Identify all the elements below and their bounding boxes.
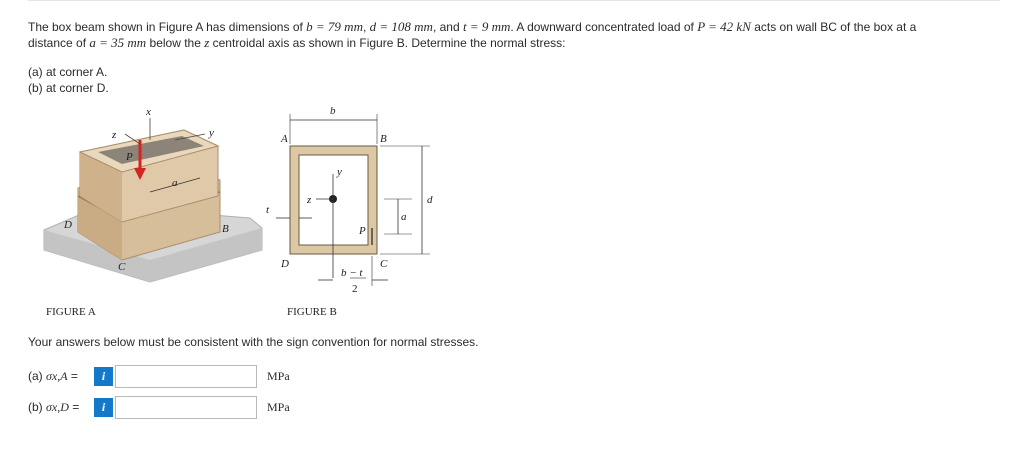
info-button-a[interactable]: i — [94, 367, 113, 386]
figure-b-drawing — [276, 114, 430, 286]
figure-b-label: FIGURE B — [287, 306, 337, 318]
problem-text: , and — [432, 20, 463, 34]
answer-a-part: (a) — [28, 368, 46, 383]
answer-b-part: (b) — [28, 399, 46, 414]
fig-a-label-d: D — [64, 219, 72, 231]
answer-a-label — [28, 369, 90, 384]
figures-area — [0, 100, 1024, 325]
fig-b-label-p: P — [359, 225, 366, 237]
part-b-text: (b) at corner D. — [28, 81, 109, 95]
problem-text: distance of — [28, 36, 90, 50]
p-value: P = 42 kN — [697, 19, 751, 34]
answer-b-symbol: σx,D — [46, 399, 69, 414]
fig-b-label-b: b — [330, 105, 336, 117]
fig-b-label-c-corner: C — [380, 258, 388, 270]
answer-b-equals: = — [68, 399, 80, 414]
answer-a-equals: = — [67, 368, 78, 383]
answer-b-label — [28, 400, 90, 415]
fig-b-label-b-corner: B — [380, 133, 387, 145]
info-button-b[interactable]: i — [94, 398, 113, 417]
fig-b-label-y: y — [337, 166, 342, 178]
answer-row-a — [28, 363, 290, 389]
answer-row-b — [28, 394, 290, 420]
fig-a-label-c: C — [118, 261, 126, 273]
fig-b-label-bt-den: 2 — [352, 283, 358, 295]
problem-text: centroidal axis as shown in Figure B. Determine the normal stress: — [209, 36, 566, 50]
figure-a-drawing — [44, 118, 262, 282]
t-value: t = 9 mm — [462, 19, 511, 34]
z-axis-symbol: z — [204, 35, 210, 50]
problem-text: acts on wall BC of the box at a — [750, 20, 917, 34]
fig-a-label-y: y — [209, 127, 214, 139]
problem-text: . A downward concentrated load of — [510, 20, 698, 34]
problem-text: The box beam shown in Figure A has dimensions of — [28, 20, 307, 34]
problem-parts — [28, 64, 109, 96]
answer-b-unit: MPa — [267, 399, 290, 414]
a-value: a = 35 mm — [89, 35, 147, 50]
d-value: d = 108 mm — [369, 19, 433, 34]
fig-b-label-t: t — [266, 204, 270, 216]
answer-a-input[interactable] — [115, 365, 257, 388]
fig-b-label-a-corner: A — [281, 133, 288, 145]
fig-a-label-p: P — [126, 151, 133, 163]
fig-a-label-a: a — [172, 177, 178, 189]
fig-b-label-bt-num: b − t — [341, 267, 363, 279]
fig-b-label-z: z — [307, 194, 312, 206]
b-value: b = 79 mm — [306, 19, 363, 34]
fig-a-label-b: B — [222, 223, 229, 235]
part-a-text: (a) at corner A. — [28, 65, 108, 79]
answer-a-symbol: σx,A — [46, 368, 68, 383]
answer-b-input[interactable] — [115, 396, 257, 419]
sign-convention-note: Your answers below must be consistent with the sign convention for normal stresses. — [28, 335, 479, 349]
fig-b-label-d: d — [427, 194, 433, 206]
fig-b-label-a: a — [401, 211, 407, 223]
figure-a-label: FIGURE A — [46, 306, 96, 318]
problem-text: , — [362, 20, 370, 34]
fig-a-label-z: z — [112, 129, 117, 141]
problem-statement — [28, 19, 1000, 51]
problem-text: below the — [146, 36, 205, 50]
fig-a-label-x: x — [146, 106, 151, 118]
top-divider — [28, 0, 1000, 1]
fig-b-label-d-corner: D — [281, 258, 289, 270]
answer-a-unit: MPa — [267, 368, 290, 383]
